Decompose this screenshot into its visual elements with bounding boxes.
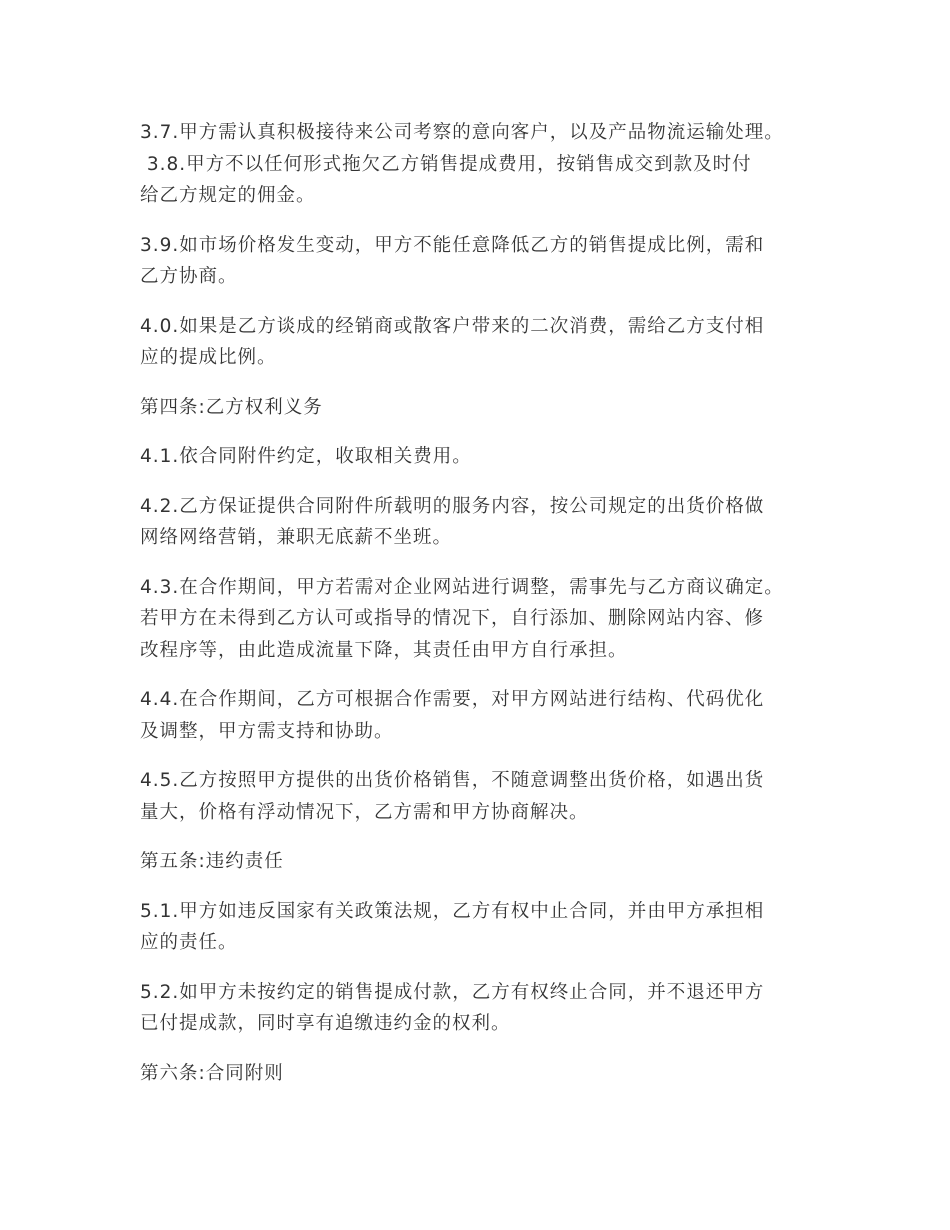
clause-4-2 [140, 491, 830, 554]
text-line: 4.1.依合同附件约定，收取相关费用。 [140, 446, 472, 467]
text-line: 4.0.如果是乙方谈成的经销商或散客户带来的二次消费，需给乙方支付相 [140, 315, 765, 337]
text-line: 5.2.如甲方未按约定的销售提成付款，乙方有权终止合同，并不退还甲方 [140, 981, 765, 1003]
text-line: 4.2.乙方保证提供合同附件所载明的服务内容，按公司规定的出货价格做 [140, 495, 765, 517]
document-body [140, 117, 830, 1089]
section-heading-text: 第六条:合同附则 [140, 1062, 284, 1084]
text-line: 乙方协商。 [140, 266, 238, 287]
text-line: 4.4.在合作期间，乙方可根据合作需要，对甲方网站进行结构、代码优化 [140, 689, 765, 710]
clause-4-5 [140, 765, 830, 828]
text-line: 及调整，甲方需支持和协助。 [140, 720, 394, 742]
text-line: 4.3.在合作期间，甲方若需对企业网站进行调整，需事先与乙方商议确定。 [140, 576, 784, 598]
text-line: 给乙方规定的佣金。 [140, 185, 316, 206]
text-line: 3.8.甲方不以任何形式拖欠乙方销售提成费用，按销售成交到款及时付 [140, 153, 752, 175]
clause-4-3 [140, 572, 830, 667]
text-line: 4.5.乙方按照甲方提供的出货价格销售，不随意调整出货价格，如遇出货 [140, 770, 765, 791]
section-heading-text: 第五条:违约责任 [140, 851, 284, 872]
clause-5-1 [140, 896, 830, 959]
text-line: 量大，价格有浮动情况下，乙方需和甲方协商解决。 [140, 801, 589, 823]
text-line: 3.7.甲方需认真积极接待来公司考察的意向客户，以及产品物流运输处理。 [140, 122, 784, 143]
section-heading-4 [140, 392, 830, 424]
text-line: 改程序等，由此造成流量下降，其责任由甲方自行承担。 [140, 639, 628, 661]
section-heading-text: 第四条:乙方权利义务 [140, 396, 323, 418]
text-line: 应的提成比例。 [140, 347, 277, 368]
clause-3-9 [140, 230, 830, 293]
text-line: 应的责任。 [140, 932, 238, 953]
clause-5-2 [140, 977, 830, 1040]
clause-4-0 [140, 311, 830, 374]
text-line: 若甲方在未得到乙方认可或指导的情况下，自行添加、删除网站内容、修 [140, 608, 765, 629]
clause-4-4 [140, 684, 830, 747]
clause-4-1 [140, 441, 830, 473]
section-heading-6 [140, 1058, 830, 1090]
clause-3-7-3-8 [140, 117, 830, 212]
text-line: 5.1.甲方如违反国家有关政策法规，乙方有权中止合同，并由甲方承担相 [140, 900, 765, 922]
text-line: 已付提成款，同时享有追缴违约金的权利。 [140, 1013, 511, 1034]
text-line: 3.9.如市场价格发生变动，甲方不能任意降低乙方的销售提成比例，需和 [140, 234, 765, 256]
section-heading-5 [140, 846, 830, 878]
text-line: 网络网络营销，兼职无底薪不坐班。 [140, 527, 453, 548]
